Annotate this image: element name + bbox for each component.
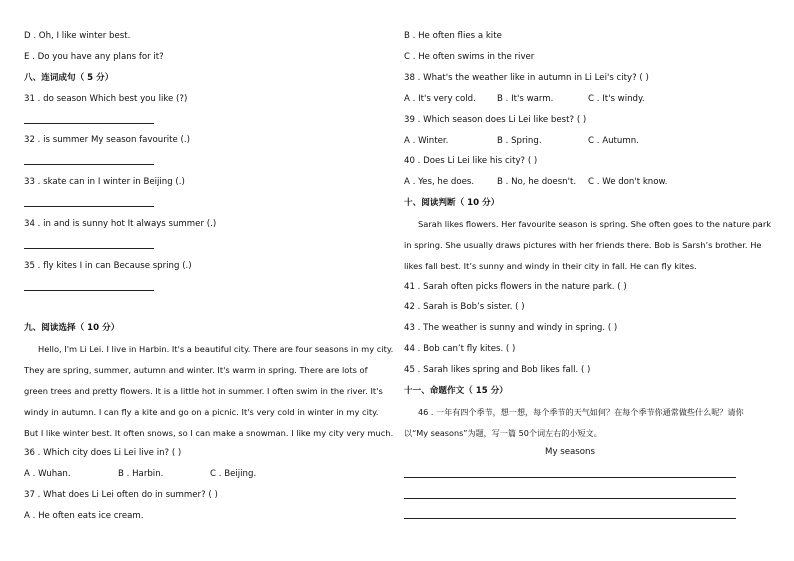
section-9-title: 九、阅读选择（ 10 分）: [24, 323, 120, 333]
essay-writing-line[interactable]: [404, 498, 736, 499]
section-10-title: 十、阅读判断（ 10 分）: [404, 198, 500, 208]
q40-option-a: A . Yes, he does.: [404, 177, 475, 187]
q37-option-c: C . He often swims in the river: [404, 52, 535, 62]
question-40: 40 . Does Li Lei like his city? ( ): [404, 156, 538, 166]
q36-option-b: B . Harbin.: [118, 469, 164, 479]
question-46-line-1: 46 . 一年有四个季节，想一想，每个季节的天气如何？在每个季节你通常做些什么呢？请你: [418, 407, 744, 417]
question-35: 35 . fly kites I in can Because spring (.): [24, 261, 192, 271]
passage-line: windy in autumn. I can fly a kite and go on a picnic. It's very cold in winter in my city.: [24, 407, 379, 417]
passage-line: Sarah likes flowers. Her favourite season is spring. She often goes to the nature park: [418, 219, 772, 229]
question-45: 45 . Sarah likes spring and Bob likes fall. ( ): [404, 365, 591, 375]
question-46-line-2: 以“My seasons”为题，写一篇 50个词左右的小短文。: [404, 428, 602, 438]
passage-line: But I like winter best. It often snows, so I can make a snowman. I like my city very much.: [24, 428, 394, 438]
question-34: 34 . in and is sunny hot It always summer (.): [24, 219, 217, 229]
question-38: 38 . What's the weather like in autumn in Li Lei's city? ( ): [404, 73, 649, 83]
passage-line: Hello, I'm Li Lei. I live in Harbin. It's a beautiful city. There are four seasons in my city.: [38, 344, 394, 354]
q37-option-a: A . He often eats ice cream.: [24, 511, 144, 521]
question-44: 44 . Bob can’t fly kites. ( ): [404, 344, 516, 354]
q36-option-a: A . Wuhan.: [24, 469, 71, 479]
answer-line-31[interactable]: [24, 123, 154, 124]
passage-line: They are spring, summer, autumn and winter. It's warm in spring. There are lots of: [24, 365, 368, 375]
question-42: 42 . Sarah is Bob’s sister. ( ): [404, 302, 525, 312]
q38-option-a: A . It's very cold.: [404, 94, 476, 104]
question-33: 33 . skate can in I winter in Beijing (.): [24, 177, 185, 187]
answer-line-33[interactable]: [24, 206, 154, 207]
q39-option-c: C . Autumn.: [588, 136, 639, 146]
passage-line: green trees and pretty flowers. It is a little hot in summer. I often swim in the river. It's: [24, 386, 383, 396]
answer-line-34[interactable]: [24, 248, 154, 249]
question-36: 36 . Which city does Li Lei live in? ( ): [24, 448, 182, 458]
section-8-title: 八、连词成句（ 5 分）: [24, 73, 114, 83]
passage-line: likes fall best. It’s sunny and windy in their city in fall. He can fly kites.: [404, 261, 697, 271]
section-11-title: 十一、命题作文（ 15 分）: [404, 386, 508, 396]
answer-line-32[interactable]: [24, 164, 154, 165]
q40-option-b: B . No, he doesn't.: [497, 177, 577, 187]
question-39: 39 . Which season does Li Lei like best? ( ): [404, 115, 587, 125]
essay-title: My seasons: [545, 447, 595, 457]
option-e: E . Do you have any plans for it?: [24, 52, 164, 62]
q36-option-c: C . Beijing.: [210, 469, 257, 479]
question-31: 31 . do season Which best you like (?): [24, 94, 188, 104]
q38-option-b: B . It's warm.: [497, 94, 554, 104]
option-d: D . Oh, I like winter best.: [24, 31, 131, 41]
question-32: 32 . is summer My season favourite (.): [24, 135, 190, 145]
essay-writing-line[interactable]: [404, 477, 736, 478]
passage-line: in spring. She usually draws pictures with her friends there. Bob is Sarsh’s brother. He: [404, 240, 762, 250]
q38-option-c: C . It's windy.: [588, 94, 645, 104]
question-37: 37 . What does Li Lei often do in summer? ( ): [24, 490, 218, 500]
q39-option-a: A . Winter.: [404, 136, 449, 146]
question-43: 43 . The weather is sunny and windy in spring. ( ): [404, 323, 618, 333]
question-41: 41 . Sarah often picks flowers in the nature park. ( ): [404, 282, 627, 292]
q39-option-b: B . Spring.: [497, 136, 542, 146]
q37-option-b: B . He often flies a kite: [404, 31, 502, 41]
essay-writing-line[interactable]: [404, 518, 736, 519]
q40-option-c: C . We don't know.: [588, 177, 668, 187]
answer-line-35[interactable]: [24, 290, 154, 291]
